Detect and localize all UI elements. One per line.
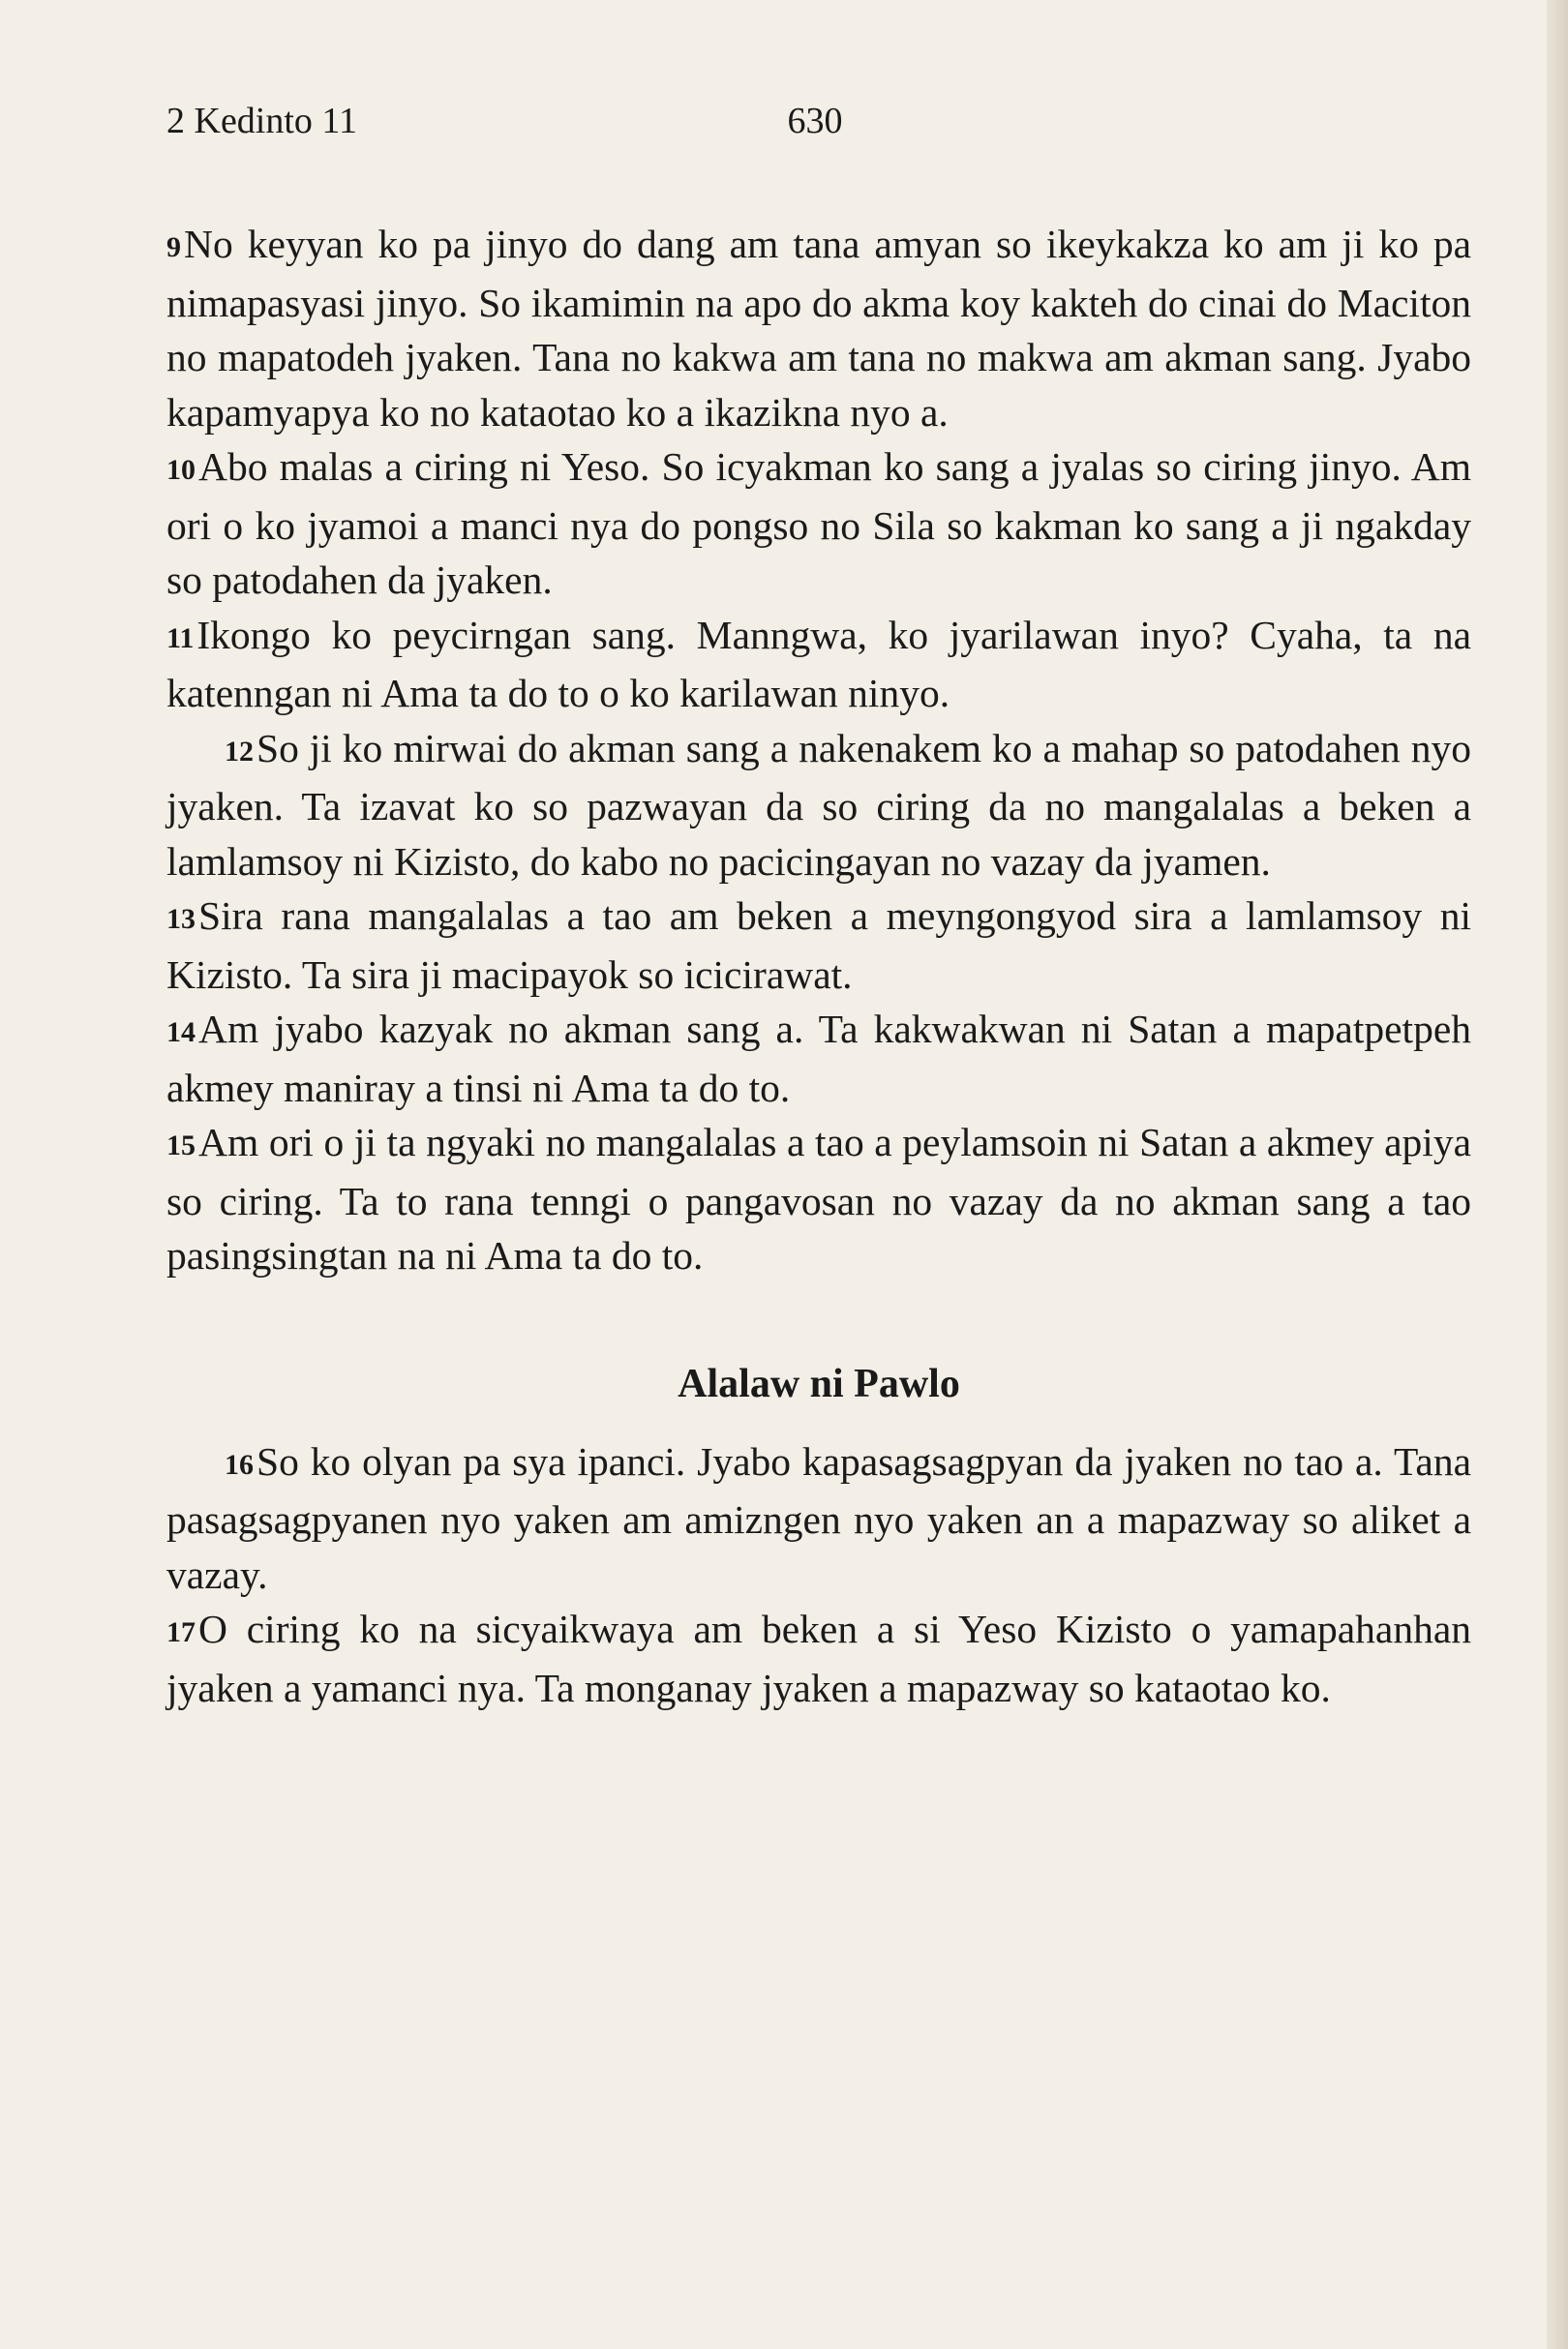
- verse-text: Am jyabo kazyak no akman sang a. Ta kakwakwan ni Satan a mapatpetpeh akmey maniray a tinsi ni Ama ta do to.: [166, 1007, 1471, 1110]
- verse-13: [166, 888, 1471, 1002]
- verse-number: 10: [166, 454, 196, 486]
- verse-11: [166, 608, 1471, 721]
- page-edge: [1547, 0, 1568, 2349]
- verse-number: 17: [166, 1616, 196, 1648]
- section-heading: Alalaw ni Pawlo: [678, 1361, 960, 1406]
- page-number: 630: [787, 101, 843, 141]
- verse-text: So ji ko mirwai do akman sang a nakenakem ko a mahap so patodahen nyo jyaken. Ta izavat ko so pazwayan da so ciring da no mangalalas a beken a lamlamsoy ni Kizisto, do kabo no pacicingayan no vazay da jyamen.: [166, 725, 1471, 884]
- verse-number: 16: [225, 1448, 254, 1481]
- verse-text: Abo malas a ciring ni Yeso. So icyakman ko sang a jyalas so ciring jinyo. Am ori o ko jyamoi a manci nya do pongso no Sila so kakman ko sang a ji ngakday so patodahen da jyaken.: [166, 444, 1471, 602]
- verse-17: [166, 1602, 1471, 1715]
- running-header: [166, 97, 1463, 145]
- verse-9: [166, 217, 1471, 439]
- verse-15: [166, 1115, 1471, 1283]
- book-chapter-reference: 2 Kedinto 11: [166, 101, 358, 141]
- verse-text: No keyyan ko pa jinyo do dang am tana amyan so ikeykakza ko am ji ko pa nimapasyasi jinyo. So ikamimin na apo do akma koy kakteh do cinai do Maciton no mapatodeh jyaken. Tana no kakwa am tana no makwa am akman sang. Jyabo kapamyapya ko no kataotao ko a ikazikna nyo a.: [166, 222, 1471, 435]
- verse-text: Am ori o ji ta ngyaki no mangalalas a tao a peylamsoin ni Satan a akmey apiya so ciring. Ta to rana tenngi o pangavosan no vazay da no akman sang a tao pasingsingtan na ni Ama ta do to.: [166, 1120, 1471, 1278]
- verse-16: [166, 1434, 1471, 1603]
- verse-text: O ciring ko na sicyaikwaya am beken a si Yeso Kizisto o yamapahanhan jyaken a yamanci nya. Ta monganay jyaken a mapazway so kataotao ko.: [166, 1607, 1471, 1710]
- verse-text: Sira rana mangalalas a tao am beken a meyngongyod sira a lamlamsoy ni Kizisto. Ta sira ji macipayok so icicirawat.: [166, 893, 1471, 997]
- verse-number: 11: [166, 621, 195, 654]
- verse-text: So ko olyan pa sya ipanci. Jyabo kapasagsagpyan da jyaken no tao a. Tana pasagsagpyanen nyo yaken am amizngen nyo yaken an a mapazway so aliket a vazay.: [166, 1438, 1471, 1597]
- verse-12: [166, 721, 1471, 889]
- verse-number: 9: [166, 231, 181, 263]
- verse-14: [166, 1002, 1471, 1115]
- text-block: [166, 217, 1471, 1715]
- verse-number: 14: [166, 1016, 196, 1048]
- verse-number: 15: [166, 1129, 196, 1161]
- verse-text: Ikongo ko peycirngan sang. Manngwa, ko jyarilawan inyo? Cyaha, ta na katenngan ni Ama ta do to o ko karilawan ninyo.: [166, 612, 1471, 715]
- verse-10: [166, 439, 1471, 608]
- verse-number: 12: [225, 735, 254, 768]
- verse-number: 13: [166, 903, 196, 935]
